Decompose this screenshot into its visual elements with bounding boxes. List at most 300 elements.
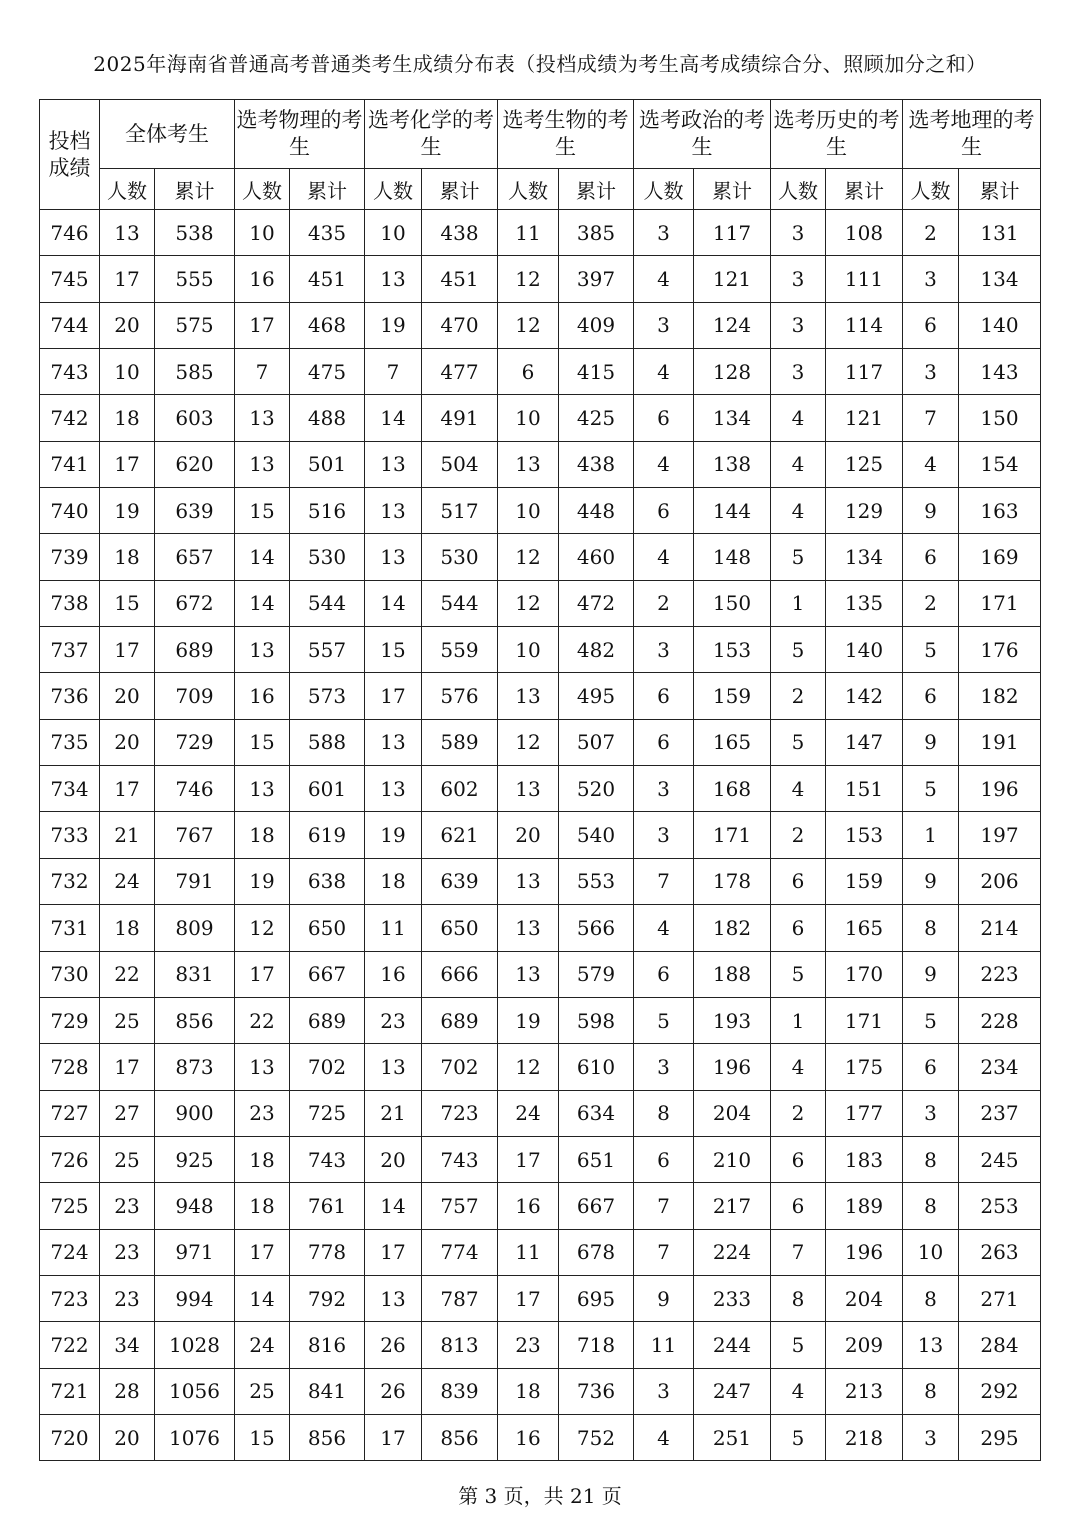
count-cell: 23 xyxy=(498,1322,559,1368)
table-row xyxy=(40,766,1041,812)
table-row xyxy=(40,1322,1041,1368)
cumulative-cell: 397 xyxy=(559,256,634,302)
count-cell: 3 xyxy=(634,302,694,348)
count-cell: 11 xyxy=(634,1322,694,1368)
count-cell: 4 xyxy=(634,1414,694,1460)
cumulative-cell: 544 xyxy=(422,580,498,626)
cumulative-cell: 672 xyxy=(155,580,235,626)
cumulative-cell: 448 xyxy=(559,488,634,534)
count-cell: 3 xyxy=(903,349,959,395)
table-row xyxy=(40,488,1041,534)
count-cell: 3 xyxy=(634,766,694,812)
score-cell: 743 xyxy=(40,349,100,395)
cumulative-cell: 603 xyxy=(155,395,235,441)
count-cell: 3 xyxy=(634,812,694,858)
score-cell: 726 xyxy=(40,1136,100,1182)
table-row xyxy=(40,627,1041,673)
group-header-physics: 选考物理的考生 xyxy=(235,100,365,169)
count-cell: 23 xyxy=(100,1183,155,1229)
count-cell: 25 xyxy=(100,1136,155,1182)
count-cell: 19 xyxy=(365,302,422,348)
cumulative-cell: 530 xyxy=(290,534,365,580)
score-cell: 738 xyxy=(40,580,100,626)
count-cell: 13 xyxy=(498,951,559,997)
table-row xyxy=(40,1136,1041,1182)
cumulative-cell: 295 xyxy=(959,1414,1041,1460)
cumulative-cell: 213 xyxy=(826,1368,903,1414)
count-cell: 10 xyxy=(100,349,155,395)
cumulative-cell: 409 xyxy=(559,302,634,348)
table-row xyxy=(40,534,1041,580)
count-cell: 15 xyxy=(235,1414,290,1460)
cumulative-cell: 165 xyxy=(826,905,903,951)
subheader-cumulative: 累计 xyxy=(290,169,365,210)
count-cell: 3 xyxy=(634,210,694,256)
group-header-politics: 选考政治的考生 xyxy=(634,100,771,169)
cumulative-cell: 224 xyxy=(694,1229,771,1275)
cumulative-cell: 516 xyxy=(290,488,365,534)
score-cell: 740 xyxy=(40,488,100,534)
count-cell: 5 xyxy=(771,1414,826,1460)
cumulative-cell: 557 xyxy=(290,627,365,673)
cumulative-cell: 517 xyxy=(422,488,498,534)
count-cell: 2 xyxy=(771,1090,826,1136)
cumulative-cell: 204 xyxy=(826,1275,903,1321)
count-cell: 19 xyxy=(498,997,559,1043)
group-header-geography: 选考地理的考生 xyxy=(903,100,1041,169)
cumulative-cell: 189 xyxy=(826,1183,903,1229)
count-cell: 17 xyxy=(100,766,155,812)
cumulative-cell: 839 xyxy=(422,1368,498,1414)
count-cell: 21 xyxy=(365,1090,422,1136)
column-header-score: 投档成绩 xyxy=(40,100,100,210)
count-cell: 23 xyxy=(365,997,422,1043)
subheader-count: 人数 xyxy=(365,169,422,210)
cumulative-cell: 774 xyxy=(422,1229,498,1275)
cumulative-cell: 438 xyxy=(559,441,634,487)
count-cell: 18 xyxy=(100,395,155,441)
cumulative-cell: 385 xyxy=(559,210,634,256)
cumulative-cell: 148 xyxy=(694,534,771,580)
cumulative-cell: 438 xyxy=(422,210,498,256)
count-cell: 6 xyxy=(634,395,694,441)
subheader-count: 人数 xyxy=(100,169,155,210)
count-cell: 7 xyxy=(634,858,694,904)
score-cell: 734 xyxy=(40,766,100,812)
cumulative-cell: 651 xyxy=(559,1136,634,1182)
cumulative-cell: 621 xyxy=(422,812,498,858)
cumulative-cell: 143 xyxy=(959,349,1041,395)
cumulative-cell: 634 xyxy=(559,1090,634,1136)
cumulative-cell: 573 xyxy=(290,673,365,719)
cumulative-cell: 470 xyxy=(422,302,498,348)
count-cell: 16 xyxy=(365,951,422,997)
count-cell: 5 xyxy=(634,997,694,1043)
cumulative-cell: 144 xyxy=(694,488,771,534)
count-cell: 1 xyxy=(771,580,826,626)
count-cell: 2 xyxy=(771,673,826,719)
count-cell: 8 xyxy=(903,1275,959,1321)
count-cell: 17 xyxy=(100,1044,155,1090)
count-cell: 18 xyxy=(235,1183,290,1229)
count-cell: 20 xyxy=(365,1136,422,1182)
count-cell: 20 xyxy=(100,302,155,348)
count-cell: 24 xyxy=(235,1322,290,1368)
count-cell: 2 xyxy=(771,812,826,858)
count-cell: 14 xyxy=(365,1183,422,1229)
count-cell: 2 xyxy=(903,210,959,256)
count-cell: 12 xyxy=(498,580,559,626)
count-cell: 9 xyxy=(903,488,959,534)
cumulative-cell: 873 xyxy=(155,1044,235,1090)
cumulative-cell: 124 xyxy=(694,302,771,348)
cumulative-cell: 602 xyxy=(422,766,498,812)
count-cell: 21 xyxy=(100,812,155,858)
cumulative-cell: 209 xyxy=(826,1322,903,1368)
count-cell: 6 xyxy=(498,349,559,395)
cumulative-cell: 579 xyxy=(559,951,634,997)
cumulative-cell: 425 xyxy=(559,395,634,441)
count-cell: 4 xyxy=(634,534,694,580)
count-cell: 7 xyxy=(365,349,422,395)
cumulative-cell: 153 xyxy=(826,812,903,858)
count-cell: 22 xyxy=(100,951,155,997)
count-cell: 17 xyxy=(365,1414,422,1460)
count-cell: 9 xyxy=(903,719,959,765)
table-row xyxy=(40,256,1041,302)
score-cell: 732 xyxy=(40,858,100,904)
table-row xyxy=(40,812,1041,858)
count-cell: 4 xyxy=(771,441,826,487)
table-row xyxy=(40,1090,1041,1136)
count-cell: 19 xyxy=(365,812,422,858)
cumulative-cell: 175 xyxy=(826,1044,903,1090)
cumulative-cell: 129 xyxy=(826,488,903,534)
cumulative-cell: 761 xyxy=(290,1183,365,1229)
count-cell: 13 xyxy=(498,905,559,951)
count-cell: 12 xyxy=(498,534,559,580)
subheader-count: 人数 xyxy=(903,169,959,210)
count-cell: 5 xyxy=(771,627,826,673)
count-cell: 6 xyxy=(903,673,959,719)
cumulative-cell: 1076 xyxy=(155,1414,235,1460)
cumulative-cell: 816 xyxy=(290,1322,365,1368)
cumulative-cell: 415 xyxy=(559,349,634,395)
count-cell: 17 xyxy=(365,1229,422,1275)
cumulative-cell: 787 xyxy=(422,1275,498,1321)
count-cell: 25 xyxy=(100,997,155,1043)
cumulative-cell: 451 xyxy=(422,256,498,302)
cumulative-cell: 245 xyxy=(959,1136,1041,1182)
subheader-count: 人数 xyxy=(771,169,826,210)
count-cell: 13 xyxy=(498,673,559,719)
count-cell: 7 xyxy=(903,395,959,441)
cumulative-cell: 971 xyxy=(155,1229,235,1275)
cumulative-cell: 778 xyxy=(290,1229,365,1275)
count-cell: 13 xyxy=(365,441,422,487)
count-cell: 3 xyxy=(771,210,826,256)
cumulative-cell: 657 xyxy=(155,534,235,580)
cumulative-cell: 451 xyxy=(290,256,365,302)
count-cell: 24 xyxy=(498,1090,559,1136)
cumulative-cell: 197 xyxy=(959,812,1041,858)
cumulative-cell: 767 xyxy=(155,812,235,858)
count-cell: 3 xyxy=(771,349,826,395)
count-cell: 20 xyxy=(100,1414,155,1460)
count-cell: 16 xyxy=(235,256,290,302)
cumulative-cell: 234 xyxy=(959,1044,1041,1090)
cumulative-cell: 718 xyxy=(559,1322,634,1368)
count-cell: 16 xyxy=(498,1414,559,1460)
score-cell: 723 xyxy=(40,1275,100,1321)
group-header-chemistry: 选考化学的考生 xyxy=(365,100,498,169)
count-cell: 2 xyxy=(903,580,959,626)
count-cell: 20 xyxy=(100,719,155,765)
table-row xyxy=(40,1414,1041,1460)
cumulative-cell: 150 xyxy=(959,395,1041,441)
count-cell: 5 xyxy=(771,1322,826,1368)
table-row xyxy=(40,1044,1041,1090)
cumulative-cell: 247 xyxy=(694,1368,771,1414)
cumulative-cell: 650 xyxy=(422,905,498,951)
cumulative-cell: 792 xyxy=(290,1275,365,1321)
score-cell: 720 xyxy=(40,1414,100,1460)
cumulative-cell: 142 xyxy=(826,673,903,719)
cumulative-cell: 218 xyxy=(826,1414,903,1460)
count-cell: 6 xyxy=(903,302,959,348)
table-row xyxy=(40,349,1041,395)
count-cell: 6 xyxy=(634,673,694,719)
page-title: 2025年海南省普通高考普通类考生成绩分布表（投档成绩为考生高考成绩综合分、照顾加分之和） xyxy=(93,52,987,76)
count-cell: 10 xyxy=(235,210,290,256)
count-cell: 18 xyxy=(100,534,155,580)
count-cell: 20 xyxy=(100,673,155,719)
count-cell: 12 xyxy=(498,1044,559,1090)
count-cell: 18 xyxy=(365,858,422,904)
count-cell: 6 xyxy=(771,1136,826,1182)
cumulative-cell: 263 xyxy=(959,1229,1041,1275)
cumulative-cell: 553 xyxy=(559,858,634,904)
cumulative-cell: 159 xyxy=(694,673,771,719)
cumulative-cell: 154 xyxy=(959,441,1041,487)
count-cell: 8 xyxy=(903,905,959,951)
count-cell: 6 xyxy=(903,534,959,580)
count-cell: 10 xyxy=(903,1229,959,1275)
count-cell: 28 xyxy=(100,1368,155,1414)
count-cell: 17 xyxy=(100,256,155,302)
cumulative-cell: 168 xyxy=(694,766,771,812)
subheader-cumulative: 累计 xyxy=(155,169,235,210)
count-cell: 18 xyxy=(235,812,290,858)
count-cell: 14 xyxy=(365,395,422,441)
cumulative-cell: 251 xyxy=(694,1414,771,1460)
count-cell: 4 xyxy=(771,488,826,534)
cumulative-cell: 117 xyxy=(694,210,771,256)
cumulative-cell: 228 xyxy=(959,997,1041,1043)
cumulative-cell: 725 xyxy=(290,1090,365,1136)
count-cell: 10 xyxy=(498,627,559,673)
score-distribution-table xyxy=(39,99,1041,1461)
count-cell: 9 xyxy=(903,951,959,997)
score-cell: 739 xyxy=(40,534,100,580)
cumulative-cell: 559 xyxy=(422,627,498,673)
count-cell: 5 xyxy=(903,766,959,812)
subheader-cumulative: 累计 xyxy=(559,169,634,210)
count-cell: 11 xyxy=(498,210,559,256)
count-cell: 23 xyxy=(100,1229,155,1275)
cumulative-cell: 1056 xyxy=(155,1368,235,1414)
count-cell: 13 xyxy=(365,534,422,580)
score-cell: 744 xyxy=(40,302,100,348)
cumulative-cell: 206 xyxy=(959,858,1041,904)
cumulative-cell: 223 xyxy=(959,951,1041,997)
cumulative-cell: 131 xyxy=(959,210,1041,256)
count-cell: 14 xyxy=(235,534,290,580)
cumulative-cell: 752 xyxy=(559,1414,634,1460)
cumulative-cell: 147 xyxy=(826,719,903,765)
cumulative-cell: 292 xyxy=(959,1368,1041,1414)
count-cell: 6 xyxy=(634,719,694,765)
cumulative-cell: 128 xyxy=(694,349,771,395)
table-row xyxy=(40,997,1041,1043)
count-cell: 5 xyxy=(903,997,959,1043)
table-row xyxy=(40,210,1041,256)
count-cell: 6 xyxy=(634,488,694,534)
subheader-cumulative: 累计 xyxy=(959,169,1041,210)
subheader-cumulative: 累计 xyxy=(826,169,903,210)
cumulative-cell: 791 xyxy=(155,858,235,904)
cumulative-cell: 165 xyxy=(694,719,771,765)
cumulative-cell: 135 xyxy=(826,580,903,626)
group-header-history: 选考历史的考生 xyxy=(771,100,903,169)
cumulative-cell: 813 xyxy=(422,1322,498,1368)
subheader-count: 人数 xyxy=(235,169,290,210)
count-cell: 6 xyxy=(634,1136,694,1182)
cumulative-cell: 196 xyxy=(826,1229,903,1275)
cumulative-cell: 948 xyxy=(155,1183,235,1229)
count-cell: 2 xyxy=(634,580,694,626)
cumulative-cell: 757 xyxy=(422,1183,498,1229)
cumulative-cell: 639 xyxy=(422,858,498,904)
cumulative-cell: 472 xyxy=(559,580,634,626)
count-cell: 4 xyxy=(903,441,959,487)
table-row xyxy=(40,719,1041,765)
count-cell: 11 xyxy=(365,905,422,951)
cumulative-cell: 743 xyxy=(290,1136,365,1182)
cumulative-cell: 488 xyxy=(290,395,365,441)
cumulative-cell: 695 xyxy=(559,1275,634,1321)
cumulative-cell: 495 xyxy=(559,673,634,719)
count-cell: 24 xyxy=(100,858,155,904)
count-cell: 19 xyxy=(235,858,290,904)
count-cell: 18 xyxy=(100,905,155,951)
score-cell: 729 xyxy=(40,997,100,1043)
count-cell: 14 xyxy=(235,580,290,626)
cumulative-cell: 650 xyxy=(290,905,365,951)
count-cell: 17 xyxy=(235,951,290,997)
cumulative-cell: 588 xyxy=(290,719,365,765)
cumulative-cell: 729 xyxy=(155,719,235,765)
count-cell: 5 xyxy=(771,951,826,997)
table-row xyxy=(40,580,1041,626)
cumulative-cell: 620 xyxy=(155,441,235,487)
cumulative-cell: 831 xyxy=(155,951,235,997)
group-header-all: 全体考生 xyxy=(100,100,235,169)
cumulative-cell: 709 xyxy=(155,673,235,719)
cumulative-cell: 507 xyxy=(559,719,634,765)
count-cell: 16 xyxy=(235,673,290,719)
cumulative-cell: 196 xyxy=(959,766,1041,812)
count-cell: 25 xyxy=(235,1368,290,1414)
count-cell: 18 xyxy=(235,1136,290,1182)
cumulative-cell: 271 xyxy=(959,1275,1041,1321)
cumulative-cell: 702 xyxy=(290,1044,365,1090)
cumulative-cell: 925 xyxy=(155,1136,235,1182)
score-cell: 725 xyxy=(40,1183,100,1229)
subheader-cumulative: 累计 xyxy=(422,169,498,210)
score-cell: 741 xyxy=(40,441,100,487)
count-cell: 7 xyxy=(771,1229,826,1275)
count-cell: 26 xyxy=(365,1322,422,1368)
score-cell: 722 xyxy=(40,1322,100,1368)
cumulative-cell: 856 xyxy=(422,1414,498,1460)
table-row xyxy=(40,673,1041,719)
cumulative-cell: 520 xyxy=(559,766,634,812)
count-cell: 13 xyxy=(498,441,559,487)
count-cell: 7 xyxy=(235,349,290,395)
cumulative-cell: 575 xyxy=(155,302,235,348)
cumulative-cell: 576 xyxy=(422,673,498,719)
subheader-count: 人数 xyxy=(634,169,694,210)
table-row xyxy=(40,1183,1041,1229)
count-cell: 18 xyxy=(498,1368,559,1414)
cumulative-cell: 544 xyxy=(290,580,365,626)
cumulative-cell: 809 xyxy=(155,905,235,951)
cumulative-cell: 111 xyxy=(826,256,903,302)
table-row xyxy=(40,302,1041,348)
count-cell: 17 xyxy=(498,1136,559,1182)
cumulative-cell: 736 xyxy=(559,1368,634,1414)
count-cell: 6 xyxy=(771,858,826,904)
cumulative-cell: 589 xyxy=(422,719,498,765)
count-cell: 13 xyxy=(903,1322,959,1368)
count-cell: 4 xyxy=(771,766,826,812)
cumulative-cell: 468 xyxy=(290,302,365,348)
count-cell: 3 xyxy=(771,302,826,348)
cumulative-cell: 666 xyxy=(422,951,498,997)
count-cell: 1 xyxy=(771,997,826,1043)
count-cell: 3 xyxy=(634,1368,694,1414)
count-cell: 22 xyxy=(235,997,290,1043)
count-cell: 13 xyxy=(365,256,422,302)
count-cell: 11 xyxy=(498,1229,559,1275)
cumulative-cell: 841 xyxy=(290,1368,365,1414)
count-cell: 27 xyxy=(100,1090,155,1136)
score-cell: 735 xyxy=(40,719,100,765)
table-row xyxy=(40,441,1041,487)
cumulative-cell: 585 xyxy=(155,349,235,395)
count-cell: 15 xyxy=(235,719,290,765)
count-cell: 3 xyxy=(903,1414,959,1460)
count-cell: 17 xyxy=(100,441,155,487)
count-cell: 15 xyxy=(365,627,422,673)
cumulative-cell: 460 xyxy=(559,534,634,580)
score-cell: 728 xyxy=(40,1044,100,1090)
cumulative-cell: 134 xyxy=(959,256,1041,302)
cumulative-cell: 689 xyxy=(155,627,235,673)
count-cell: 4 xyxy=(634,441,694,487)
score-cell: 733 xyxy=(40,812,100,858)
